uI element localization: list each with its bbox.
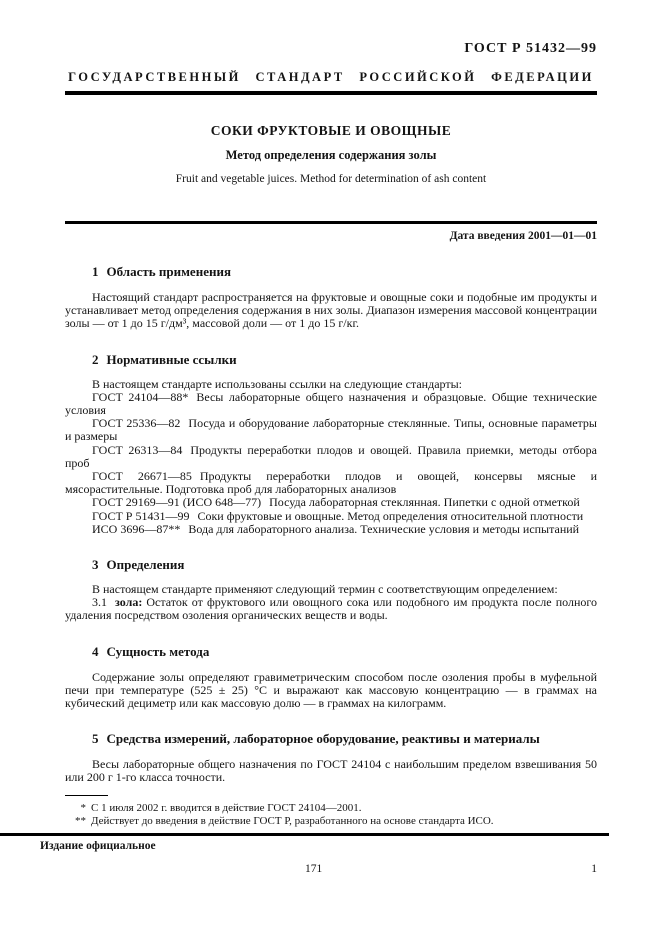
section-normative-references [65, 352, 597, 536]
reference-item [65, 391, 597, 417]
org-header: ГОСУДАРСТВЕННЫЙ СТАНДАРТ РОССИЙСКОЙ ФЕДЕРАЦИИ [68, 70, 594, 84]
section-number: 3 [92, 557, 99, 573]
section-number: 5 [92, 731, 99, 747]
reference-item [65, 470, 597, 496]
reference-title: Посуда и оборудование лабораторные стеклянные. Типы, основные параметры и размеры [65, 416, 597, 444]
footnote-text: Действует до введения в действие ГОСТ Р, разработанного на основе стандарта ИСО. [91, 814, 494, 827]
definition-paragraph [65, 596, 597, 622]
definition-term: зола: [115, 595, 143, 610]
reference-code: ИСО 3696—87** [92, 521, 181, 536]
paragraph: В настоящем стандарте использованы ссылки на следующие стандарты: [92, 376, 463, 391]
doc-subtitle-en: Fruit and vegetable juices. Method for determination of ash content [175, 173, 487, 185]
definition-text: Остаток от фруктового или овощного сока или подобного им продукта после полного удаления посредством озоления органических веществ и воды. [65, 595, 597, 623]
footnote-rule [65, 795, 108, 796]
reference-code: ГОСТ 26671—85 [92, 469, 192, 484]
footer-rule [0, 833, 609, 836]
footnote-marker: * [80, 801, 86, 814]
doc-code: ГОСТ Р 51432—99 [464, 41, 597, 56]
section-definitions [65, 557, 597, 623]
section-heading [65, 352, 597, 367]
section-heading [65, 644, 597, 659]
page-number-right: 1 [591, 862, 597, 875]
footnotes [65, 802, 597, 828]
reference-item [65, 523, 597, 536]
paragraph: Содержание золы определяют гравиметрическим способом после озоления пробы в муфельной печи при температуре (525 ± 25) °С и выражают как массовую концентрацию — в граммах на кубический дециметр или как массовую долю — в граммах на килограмм. [65, 669, 597, 711]
section-heading-text: Нормативные ссылки [106, 351, 237, 367]
section-equipment [65, 731, 597, 784]
footer-page-numbers [65, 862, 597, 876]
reference-item [65, 417, 597, 443]
section-method-essence [65, 644, 597, 711]
section-heading-text: Средства измерений, лабораторное оборудование, реактивы и материалы [106, 731, 540, 747]
section-heading-text: Область применения [106, 264, 231, 279]
reference-title: Продукты переработки плодов и овощей. Правила приемки, методы отбора проб [65, 442, 597, 470]
reference-code: ГОСТ 24104—88* [92, 389, 189, 404]
paragraph: В настоящем стандарте применяют следующий термин с соответствующим определением: [92, 582, 558, 597]
section-scope [65, 264, 597, 331]
footnote-item [65, 815, 597, 828]
section-number: 2 [92, 351, 99, 367]
reference-code: ГОСТ 29169—91 (ИСО 648—77) [92, 495, 262, 510]
doc-title: СОКИ ФРУКТОВЫЕ И ОВОЩНЫЕ [210, 123, 452, 138]
section-heading-text: Определения [106, 557, 185, 573]
reference-title: Продукты переработки плодов и овощей, консервы мясные и мясорастительные. Подготовка проб для лабораторных анализов [65, 469, 597, 497]
footnote-marker: ** [75, 814, 86, 827]
paragraph: Настоящий стандарт распространяется на фруктовые и овощные соки и подобные им продукты и устанавливает метод определения содержания в них золы. Диапазон измерения массовой концентрации золы — от 1 до 15 г/дм³, массовой доли — от 1 до 15 г/кг. [65, 290, 597, 331]
page-number-center: 171 [305, 862, 323, 875]
reference-code: ГОСТ 25336—82 [92, 416, 181, 431]
paragraph: Весы лабораторные общего назначения по ГОСТ 24104 с наибольшим пределом взвешивания 50 или 200 г 1-го класса точности. [65, 757, 597, 785]
reference-item [65, 444, 597, 470]
reference-code: ГОСТ 26313—84 [92, 442, 183, 457]
section-heading [65, 731, 597, 746]
edition-label: Издание официальное [40, 839, 156, 852]
section-heading [65, 557, 597, 572]
footnote-text: С 1 июля 2002 г. вводится в действие ГОСТ 24104—2001. [91, 801, 362, 814]
reference-title: Соки фруктовые и овощные. Метод определения относительной плотности [197, 508, 584, 523]
definition-number: 3.1 [92, 595, 107, 610]
header-rule [65, 91, 597, 95]
reference-title: Весы лабораторные общего назначения и образцовые. Общие технические условия [65, 389, 597, 418]
intro-rule [65, 221, 597, 224]
section-number: 1 [92, 264, 99, 279]
effective-date: Дата введения 2001—01—01 [449, 230, 597, 242]
footnote-item [65, 802, 597, 815]
reference-title: Посуда лабораторная стеклянная. Пипетки с одной отметкой [269, 495, 580, 510]
references-list [65, 391, 597, 536]
doc-subtitle: Метод определения содержания золы [225, 148, 437, 162]
section-number: 4 [92, 643, 99, 659]
section-heading-text: Сущность метода [106, 643, 210, 659]
section-heading [65, 264, 597, 279]
reference-code: ГОСТ Р 51431—99 [92, 508, 190, 523]
reference-title: Вода для лабораторного анализа. Технические условия и методы испытаний [188, 521, 580, 536]
